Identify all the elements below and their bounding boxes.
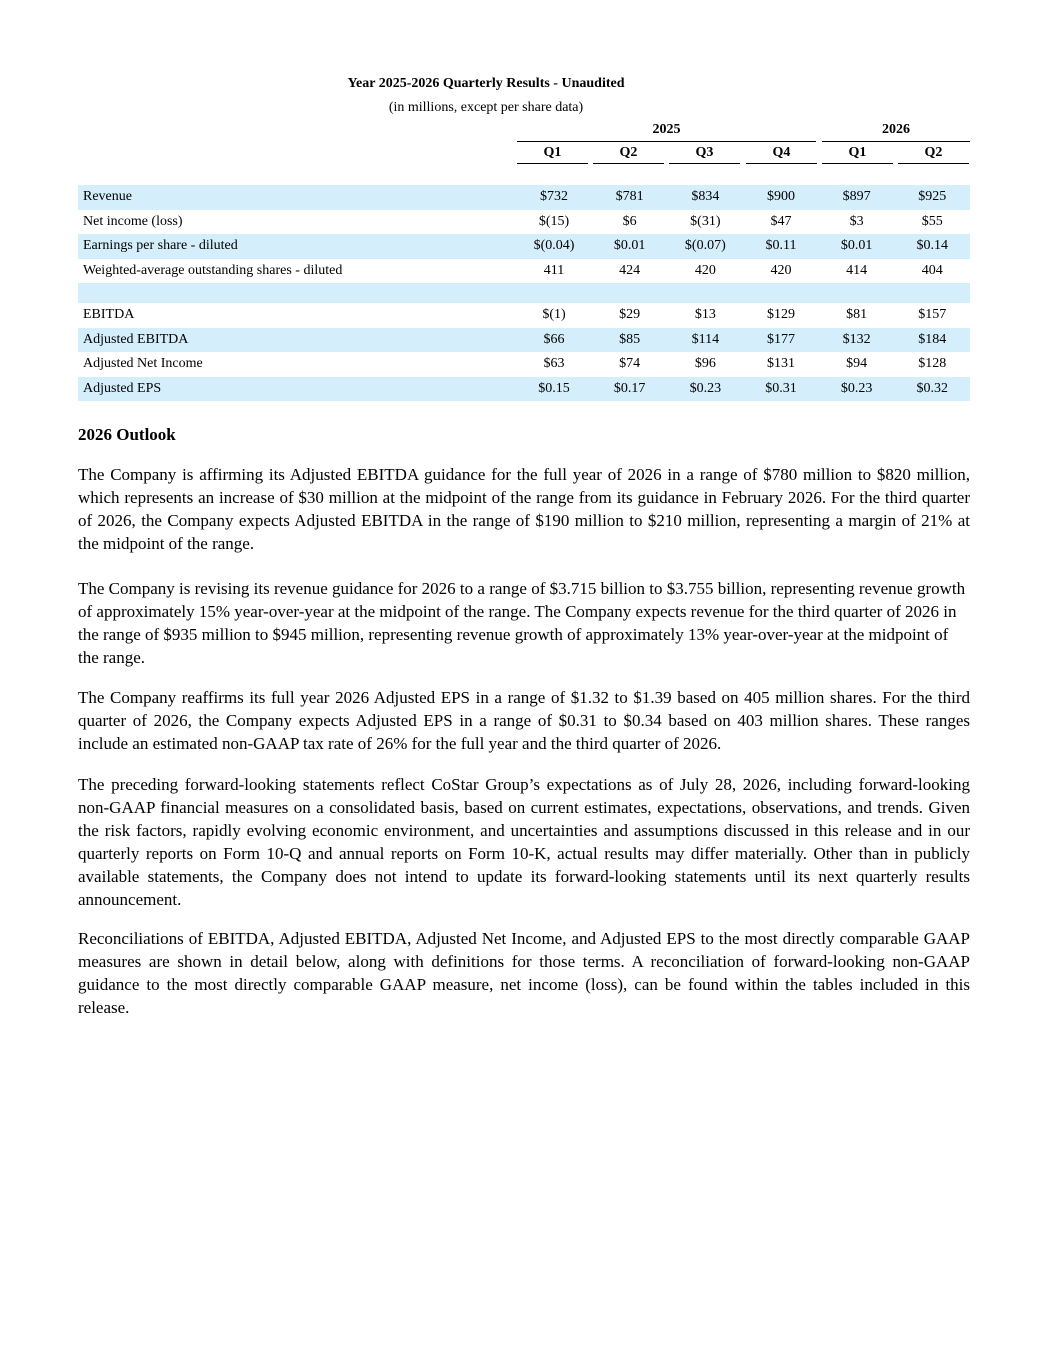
cell-value: $0.15 bbox=[516, 377, 592, 402]
quarterly-results-table bbox=[78, 185, 970, 401]
cell-value: $131 bbox=[767, 356, 795, 372]
reconciliation-paragraph: Reconciliations of EBITDA, Adjusted EBITDA, Adjusted Net Income, and Adjusted EPS to the most directly comparable GAAP measures are shown in detail below, along with definitions for those terms. A reconciliation of forward-looking non-GAAP guidance to the most directly comparable GAAP measure, net income (loss), can be found within the tables included in this release. bbox=[78, 929, 970, 1017]
year-header-2026: 2026 bbox=[822, 122, 970, 142]
quarter-header: Q3 bbox=[669, 145, 740, 164]
table-row bbox=[78, 352, 970, 377]
cell-value: $0.14 bbox=[894, 234, 970, 259]
cell-value: $81 bbox=[846, 307, 868, 323]
quarter-header: Q4 bbox=[746, 145, 817, 164]
table-row bbox=[78, 328, 970, 353]
row-label: Earnings per share - diluted bbox=[78, 234, 516, 259]
cell-value: $(31) bbox=[690, 213, 721, 229]
cell-value: $0.32 bbox=[894, 377, 970, 402]
cell-value: 414 bbox=[846, 262, 868, 278]
row-label: EBITDA bbox=[83, 307, 135, 323]
quarter-header: Q1 bbox=[822, 145, 893, 164]
table-row bbox=[78, 234, 970, 259]
cell-value: $157 bbox=[918, 307, 947, 323]
cell-value: 420 bbox=[694, 262, 716, 278]
cell-value: $128 bbox=[918, 356, 947, 372]
cell-value: $3 bbox=[849, 213, 864, 229]
cell-value: $900 bbox=[743, 185, 819, 210]
cell-value: $177 bbox=[743, 328, 819, 353]
cell-value: $55 bbox=[921, 213, 943, 229]
cell-value: $96 bbox=[694, 356, 716, 372]
quarter-header: Q2 bbox=[593, 145, 664, 164]
outlook-heading: 2026 Outlook bbox=[78, 425, 176, 444]
table-title: Year 2025-2026 Quarterly Results - Unaudited bbox=[347, 76, 625, 91]
cell-value: $132 bbox=[819, 328, 895, 353]
cell-value: 420 bbox=[770, 262, 792, 278]
table-row bbox=[78, 210, 970, 235]
table-spacer-row bbox=[78, 283, 970, 303]
cell-value: 424 bbox=[619, 262, 641, 278]
cell-value: $0.01 bbox=[819, 234, 895, 259]
cell-value: $66 bbox=[516, 328, 592, 353]
row-label: Weighted-average outstanding shares - diluted bbox=[83, 262, 343, 278]
spacer-cell bbox=[78, 283, 970, 303]
row-label: Adjusted Net Income bbox=[83, 356, 203, 372]
cell-value: $94 bbox=[846, 356, 868, 372]
year-header-2025: 2025 bbox=[517, 122, 816, 142]
row-label: Net income (loss) bbox=[83, 213, 183, 229]
cell-value: $(1) bbox=[542, 307, 566, 323]
outlook-paragraph-eps: The Company reaffirms its full year 2026 Adjusted EPS in a range of $1.32 to $1.39 based on 405 million shares. For the third quarter of 2026, the Company expects Adjusted EPS in a range of $0.31 to $0.34 based on 403 million shares. These ranges include an estimated non-GAAP tax rate of 26% for the full year and the third quarter of 2026. bbox=[78, 688, 970, 753]
cell-value: $47 bbox=[770, 213, 792, 229]
cell-value: $0.23 bbox=[667, 377, 743, 402]
forward-looking-paragraph: The preceding forward-looking statements reflect CoStar Group’s expectations as of July 28, 2026, including forward-looking non-GAAP financial measures on a consolidated basis, based on current estimates, expectations, observations, and trends. Given the risk factors, rapidly evolving economic environment, and uncertainties and assumptions discussed in this release and in our quarterly reports on Form 10-Q and annual reports on Form 10-K, actual results may differ materially. Other than in publicly available statements, the Company does not intend to update its forward-looking statements until its next quarterly results announcement. bbox=[78, 775, 970, 909]
cell-value: $732 bbox=[516, 185, 592, 210]
cell-value: $897 bbox=[819, 185, 895, 210]
cell-value: $184 bbox=[894, 328, 970, 353]
cell-value: $29 bbox=[619, 307, 641, 323]
row-label: Adjusted EPS bbox=[78, 377, 516, 402]
cell-value: $834 bbox=[667, 185, 743, 210]
cell-value: $0.01 bbox=[592, 234, 668, 259]
cell-value: $13 bbox=[694, 307, 716, 323]
cell-value: $129 bbox=[767, 307, 795, 323]
cell-value: 411 bbox=[543, 262, 565, 278]
table-row bbox=[78, 303, 970, 328]
quarter-header: Q1 bbox=[517, 145, 588, 164]
row-label: Revenue bbox=[78, 185, 516, 210]
row-label: Adjusted EBITDA bbox=[78, 328, 516, 353]
table-subtitle: (in millions, except per share data) bbox=[388, 100, 584, 115]
cell-value: $(15) bbox=[538, 213, 570, 229]
cell-value: $0.11 bbox=[743, 234, 819, 259]
cell-value: $0.31 bbox=[743, 377, 819, 402]
quarter-header: Q2 bbox=[898, 145, 969, 164]
cell-value: 404 bbox=[921, 262, 943, 278]
cell-value: $(0.07) bbox=[667, 234, 743, 259]
cell-value: $85 bbox=[592, 328, 668, 353]
cell-value: $0.17 bbox=[592, 377, 668, 402]
cell-value: $0.23 bbox=[819, 377, 895, 402]
cell-value: $74 bbox=[619, 356, 641, 372]
cell-value: $781 bbox=[592, 185, 668, 210]
cell-value: $63 bbox=[543, 356, 565, 372]
outlook-paragraph-revenue: The Company is revising its revenue guidance for 2026 to a range of $3.715 billion to $3.755 billion, representing revenue growth of approximately 15% year-over-year at the midpoint of the range. The Company expects revenue for the third quarter of 2026 in the range of $935 million to $945 million, representing revenue growth of approximately 13% year-over-year at the midpoint of the range. bbox=[78, 579, 966, 667]
cell-value: $114 bbox=[667, 328, 743, 353]
table-row bbox=[78, 185, 970, 210]
cell-value: $6 bbox=[622, 213, 637, 229]
table-row bbox=[78, 377, 970, 402]
table-row bbox=[78, 259, 970, 284]
cell-value: $925 bbox=[894, 185, 970, 210]
outlook-paragraph-ebitda: The Company is affirming its Adjusted EBITDA guidance for the full year of 2026 in a range of $780 million to $820 million, which represents an increase of $30 million at the midpoint of the range from its guidance in February 2026. For the third quarter of 2026, the Company expects Adjusted EBITDA in the range of $190 million to $210 million, representing a margin of 21% at the midpoint of the range. bbox=[78, 465, 970, 553]
cell-value: $(0.04) bbox=[516, 234, 592, 259]
